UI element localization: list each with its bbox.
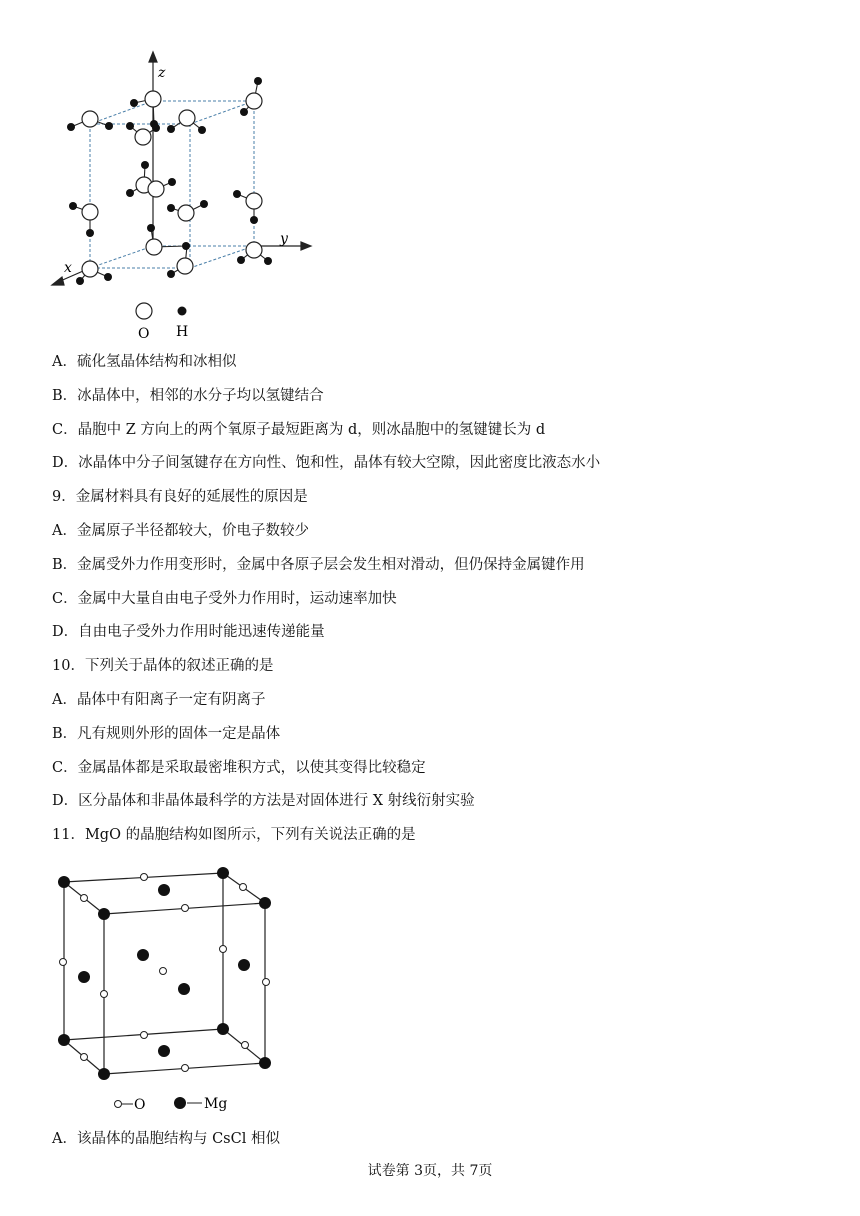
axis-z-label: z — [158, 65, 166, 81]
legend-h-label: H — [176, 324, 189, 340]
q10-option-a: A．晶体中有阳离子一定有阴离子 — [52, 692, 266, 708]
q10-option-c: C．金属晶体都是采取最密堆积方式，以使其变得比较稳定 — [52, 760, 426, 776]
q10-option-b: B．凡有规则外形的固体一定是晶体 — [52, 726, 281, 742]
axis-y-label: y — [280, 231, 288, 247]
q9-option-a: A．金属原子半径都较大，价电子数较少 — [52, 523, 309, 539]
legend-mg-label: Mg — [204, 1096, 228, 1112]
q8-option-a: A．硫化氢晶体结构和冰相似 — [52, 354, 237, 370]
q8-option-c: C．晶胞中 Z 方向上的两个氧原子最短距离为 d，则冰晶胞中的氢键键长为 d — [52, 422, 546, 438]
q9-option-b: B．金属受外力作用变形时，金属中各原子层会发生相对滑动，但仍保持金属键作用 — [52, 557, 585, 573]
figure-legend — [136, 303, 188, 342]
page-footer: 试卷第 3页，共 7页 — [367, 1163, 493, 1179]
q8-option-b: B．冰晶体中，相邻的水分子均以氢键结合 — [52, 388, 324, 404]
q8-option-d: D．冰晶体中分子间氢键存在方向性、饱和性，晶体有较大空隙，因此密度比液态水小 — [52, 455, 601, 471]
legend-o-label: O — [138, 326, 150, 342]
ice-crystal-figure — [40, 44, 330, 350]
q9-stem: 9．金属材料具有良好的延展性的原因是 — [52, 489, 308, 505]
axes — [52, 52, 311, 285]
q11-option-a: A．该晶体的晶胞结构与 CsCl 相似 — [52, 1131, 280, 1147]
q9-option-d: D．自由电子受外力作用时能迅速传递能量 — [52, 624, 325, 640]
hydrogen-atoms — [67, 77, 272, 285]
q10-stem: 10．下列关于晶体的叙述正确的是 — [52, 658, 274, 674]
q10-option-d: D．区分晶体和非晶体最科学的方法是对固体进行 X 射线衍射实验 — [52, 793, 475, 809]
q9-option-c: C．金属中大量自由电子受外力作用时，运动速率加快 — [52, 591, 397, 607]
mgo-crystal-figure — [40, 858, 300, 1120]
figure-legend — [115, 1096, 228, 1113]
q11-stem: 11．MgO 的晶胞结构如图所示，下列有关说法正确的是 — [52, 827, 416, 843]
legend-o-label: O — [134, 1097, 146, 1113]
axis-x-label: x — [64, 260, 72, 276]
